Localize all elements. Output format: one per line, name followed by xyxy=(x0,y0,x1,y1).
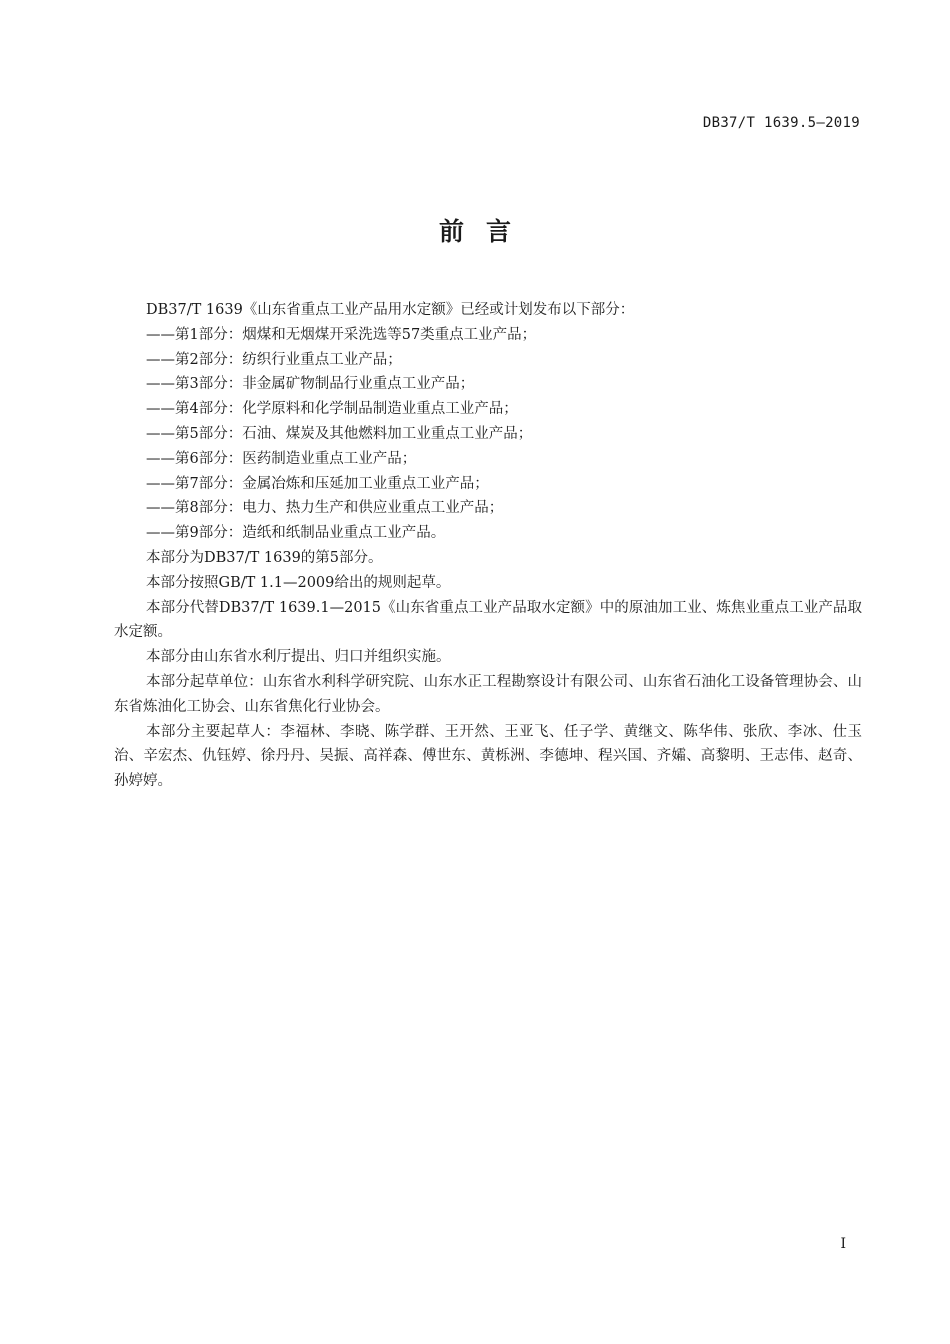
paragraph-drafting-units: 本部分起草单位：山东省水利科学研究院、山东水正工程勘察设计有限公司、山东省石油化工设备管理协会、山东省炼油化工协会、山东省焦化行业协会。 xyxy=(114,673,862,715)
paragraph-part-statement: 本部分为DB37/T 1639的第5部分。 xyxy=(146,549,383,566)
list-item-part-6: ——第6部分：医药制造业重点工业产品； xyxy=(146,450,417,467)
paragraph-drafters: 本部分主要起草人：李福林、李晓、陈学群、王开然、王亚飞、任子学、黄继文、陈华伟、张欣、李冰、仕玉治、辛宏杰、仇钰婷、徐丹丹、吴振、高祥森、傅世东、黄栎洲、李德坤、程兴国、齐孀、高黎明、王志伟、赵奇、孙婷婷。 xyxy=(114,723,862,790)
list-item-part-4: ——第4部分：化学原料和化学制品制造业重点工业产品； xyxy=(146,401,518,418)
page-title: 前言 xyxy=(438,217,533,246)
paragraph-proposer: 本部分由山东省水利厅提出、归口并组织实施。 xyxy=(146,649,451,666)
list-item-part-8: ——第8部分：电力、热力生产和供应业重点工业产品； xyxy=(146,500,504,517)
paragraph-intro: DB37/T 1639《山东省重点工业产品用水定额》已经或计划发布以下部分： xyxy=(146,302,635,318)
paragraph-drafting-rules: 本部分按照GB/T 1.1—2009给出的规则起草。 xyxy=(146,574,451,591)
list-item-part-9: ——第9部分：造纸和纸制品业重点工业产品。 xyxy=(146,525,446,542)
paragraph-replaces: 本部分代替DB37/T 1639.1—2015《山东省重点工业产品取水定额》中的原油加工业、炼焦业重点工业产品取水定额。 xyxy=(114,599,862,641)
foreword-body xyxy=(114,298,862,794)
page-number: I xyxy=(840,1236,846,1252)
list-item-part-7: ——第7部分：金属冶炼和压延加工业重点工业产品； xyxy=(146,475,489,492)
document-code: DB37/T 1639.5—2019 xyxy=(702,115,860,131)
list-item-part-5: ——第5部分：石油、煤炭及其他燃料加工业重点工业产品； xyxy=(146,425,533,442)
list-item-part-3: ——第3部分：非金属矿物制品行业重点工业产品； xyxy=(146,376,475,393)
list-item-part-1: ——第1部分：烟煤和无烟煤开采洗选等57类重点工业产品； xyxy=(146,326,537,343)
list-item-part-2: ——第2部分：纺织行业重点工业产品； xyxy=(146,351,402,368)
